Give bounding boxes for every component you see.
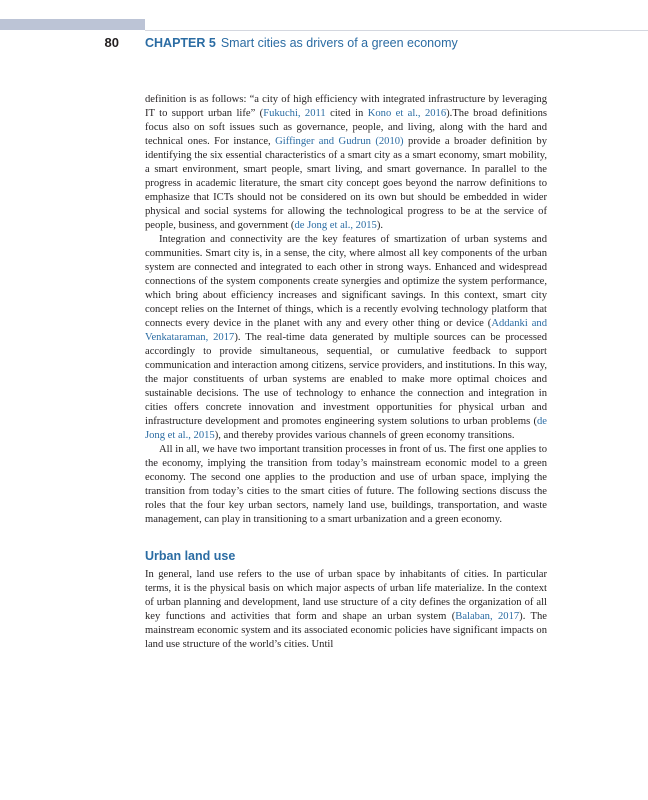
header-accent-bar [0, 19, 145, 30]
text-run: ). The mainstream economic system and its associated economic policies have significant impacts on land use structure of the world’s cities. Until [145, 611, 547, 650]
text-run: ), and thereby provides various channels of green economy transitions. [214, 430, 515, 441]
text-run: Integration and connectivity are the key features of smartization of urban systems and communities. Smart city is, in a sense, the city, where almost all key components of the urban system are connected and integrated to each other in strong ways. Enhanced and widespread connections of the system components create synergies and optimize the system performance, which bring about efficiency increases and significant savings. In this context, smart city concept relies on the Internet of things, which is a recently evolving technology platform that connects every device in the planet with any and every other thing or device ( [145, 234, 547, 329]
citation-link[interactable]: de Jong et al., 2015 [294, 220, 377, 231]
text-run: In general, land use refers to the use of urban space by inhabitants of cities. In particular terms, it is the physical basis on which major aspects of urban life materialize. In the context of urban planning and development, land use structure of a city defines the organization of all key functions and activities that form and shape an urban system ( [145, 569, 547, 622]
chapter-label: CHAPTER 5 [145, 36, 216, 50]
chapter-title: Smart cities as drivers of a green economy [220, 36, 458, 50]
header-rule [145, 30, 648, 31]
citation-link[interactable]: Balaban, 2017 [455, 611, 520, 622]
text-run: ).The broad definitions focus also on soft issues such as governance, people, and living, along with the hard and technical ones. For instance, [145, 108, 547, 147]
paragraph-1 [145, 93, 547, 233]
citation-link[interactable]: Kono et al., 2016 [367, 108, 447, 119]
citation-link[interactable]: Fukuchi, 2011 [263, 108, 326, 119]
text-run: All in all, we have two important transition processes in front of us. The first one applies to the economy, implying the transition from today’s mainstream economic model to a green economy. The second one applies to the production and use of urban space, implying the transition from today’s cities to the smart cities of future. The following sections discuss the roles that the four key urban sectors, namely land use, buildings, transportation, and waste management, can play in transitioning to a smart urbanization and a green economy. [145, 444, 547, 525]
page-number: 80 [104, 35, 119, 50]
text-run: definition is as follows: “a city of high efficiency with integrated infrastructure by leveraging IT to support urban life” ( [145, 94, 547, 119]
section-heading: Urban land use [145, 549, 236, 563]
citation-link[interactable]: de Jong et al., 2015 [145, 416, 547, 441]
text-run: ). [376, 220, 384, 231]
text-run: provide a broader definition by identifying the six essential characteristics of a smart city as a smart economy, smart mobility, a smart environment, smart people, smart living, and smart governance. In parallel to the progress in academic literature, the smart city concept goes beyond the narrow definitions to emphasize that ICTs should not be considered on its own but should be embedded in wider physical and social systems for allowing the technological progress to be at the service of people, business, and government ( [145, 136, 547, 231]
running-head [145, 36, 458, 50]
text-run: cited in [325, 108, 368, 119]
text-run: ). The real-time data generated by multiple sources can be processed accordingly to provide simultaneous, sequential, or cumulative feedback to support communication and interaction among citizens, service providers, and institutions. In this way, the major constituents of urban systems are enabled to make more optimal choices and sustainable decisions. The use of technology to enhance the connection and integration in cities offers concrete innovation and investment opportunities for physical urban and infrastructure development and promotes engineering system solutions to urban problems ( [145, 332, 547, 427]
paragraph-2 [145, 233, 547, 443]
paragraph-4 [145, 568, 547, 652]
paragraph-3 [145, 443, 547, 527]
citation-link[interactable]: Addanki and Venkataraman, 2017 [145, 318, 547, 343]
body-text [145, 93, 547, 652]
citation-link[interactable]: Giffinger and Gudrun (2010) [275, 136, 404, 147]
